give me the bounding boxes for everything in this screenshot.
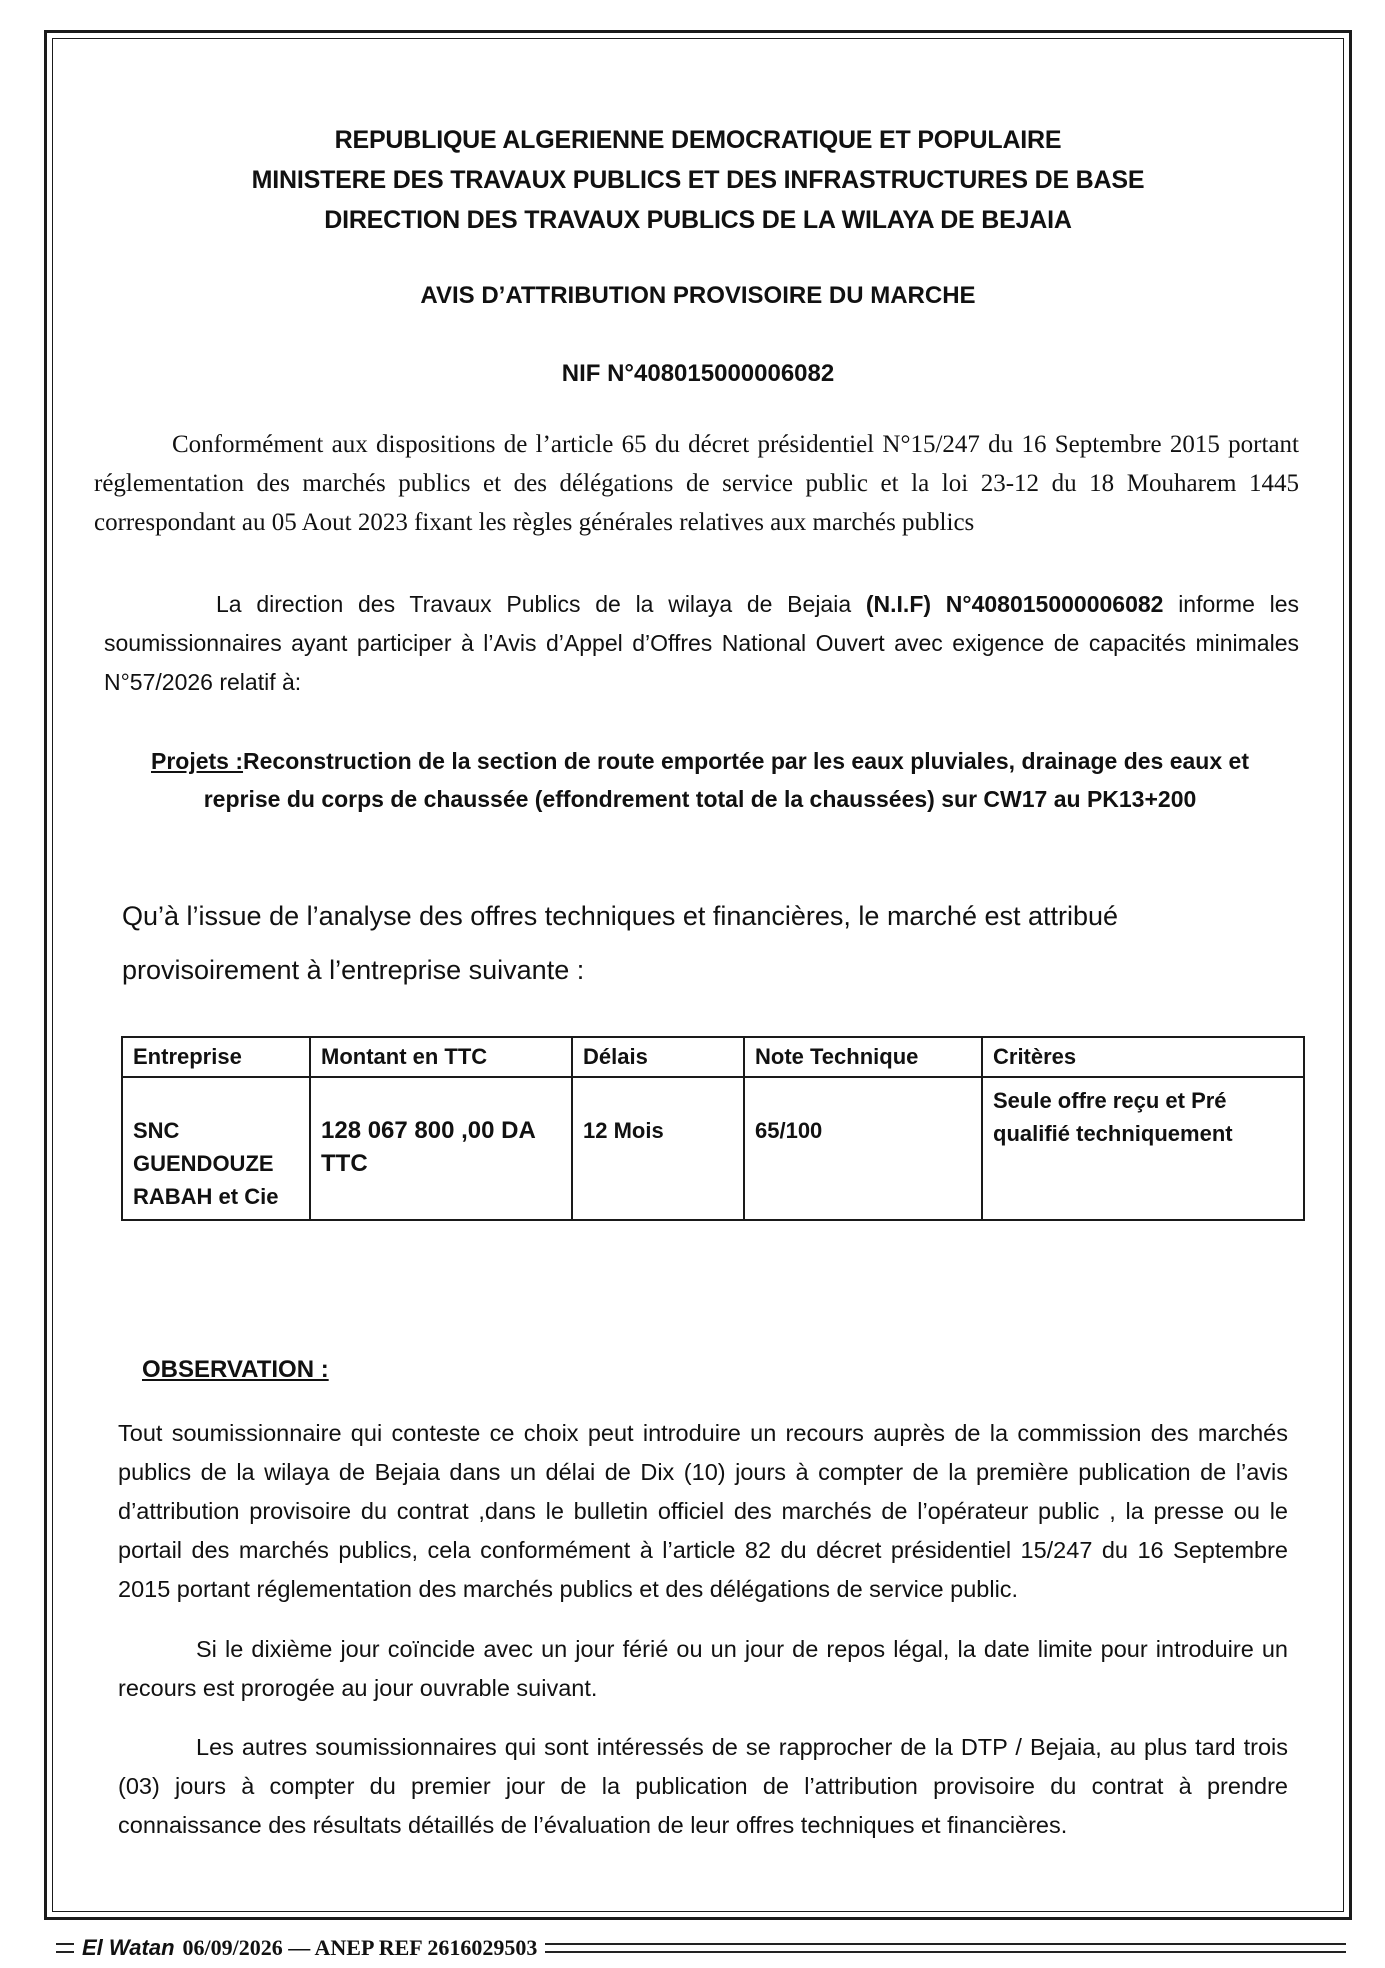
cell-entreprise: SNC GUENDOUZE RABAH et Cie <box>122 1077 310 1220</box>
legal-basis-paragraph: Conformément aux dispositions de l’article 65 du décret présidentiel N°15/247 du 16 Septembre 2015 portant réglementation des marchés publics et des délégations de service public et la loi 23-12 du 18 Mouharem 1445 correspondant au 05 Aout 2023 fixant les règles générales relatives aux marchés publics <box>94 431 1299 536</box>
cell-note: 65/100 <box>744 1077 982 1220</box>
observation-title: OBSERVATION : <box>142 1356 329 1383</box>
direction-text-start: La direction des Travaux Publics de la wilaya de Bejaia <box>216 591 866 617</box>
award-intro: Qu’à l’issue de l’analyse des offres techniques et financières, le marché est attribué provisoirement à l’entreprise suivante : <box>122 901 1119 985</box>
header-republic: REPUBLIQUE ALGERIENNE DEMOCRATIQUE ET POPULAIRE <box>334 126 1062 154</box>
footer-rule-right <box>545 1943 1346 1953</box>
header-criteres: Critères <box>982 1037 1304 1077</box>
direction-nif: (N.I.F) N°408015000006082 <box>865 591 1164 617</box>
award-table <box>121 1036 1305 1221</box>
observation-paragraph-3: Les autres soumissionnaires qui sont intéressés de se rapprocher de la DTP / Bejaia, au plus tard trois (03) jours à compter du premier jour de la publication de l’attribution provisoire du contrat à prendre connaissance des résultats détaillés de l’évaluation de leur offres techniques et financières. <box>118 1734 1288 1838</box>
header-delais: Délais <box>572 1037 744 1077</box>
footer-reference: 06/09/2026 — ANEP REF 2616029503 <box>182 1935 538 1960</box>
project-text: Reconstruction de la section de route emportée par les eaux pluviales, drainage des eaux et reprise du corps de chaussée (effondrement total de la chaussées) sur CW17 au PK13+200 <box>203 748 1249 812</box>
header-note-technique: Note Technique <box>744 1037 982 1077</box>
observation-paragraph-1: Tout soumissionnaire qui conteste ce choix peut introduire un recours auprès de la commission des marchés publics de la wilaya de Bejaia dans un délai de Dix (10) jours à compter de la première publication de l’avis d’attribution provisoire du contrat ,dans le bulletin officiel des marchés de l’opérateur public , la presse ou le portail des marchés publics, cela conformément à l’article 82 du décret présidentiel 15/247 du 16 Septembre 2015 portant réglementation des marchés publics et des délégations de service public. <box>118 1420 1288 1602</box>
table-header-row <box>122 1037 1304 1077</box>
footer-rule-left <box>56 1943 74 1953</box>
direction-paragraph <box>104 585 1299 702</box>
header-direction: DIRECTION DES TRAVAUX PUBLICS DE LA WILAYA DE BEJAIA <box>324 206 1072 234</box>
project-label: Projets : <box>151 748 244 774</box>
header-entreprise: Entreprise <box>122 1037 310 1077</box>
direction-text-end: informe les soumissionnaires ayant participer à l’Avis d’Appel d’Offres National Ouvert avec exigence de capacités minimales N°57/2026 relatif à: <box>104 591 1300 695</box>
publication-footer <box>56 1935 1346 1961</box>
header-ministry: MINISTERE DES TRAVAUX PUBLICS ET DES INFRASTRUCTURES DE BASE <box>251 166 1145 194</box>
document-header <box>52 120 1344 240</box>
notice-title: AVIS D’ATTRIBUTION PROVISOIRE DU MARCHE <box>420 282 976 309</box>
header-montant: Montant en TTC <box>310 1037 572 1077</box>
footer-publication: El Watan <box>82 1935 175 1960</box>
cell-criteres: Seule offre reçu et Pré qualifié techniquement <box>982 1077 1304 1220</box>
cell-montant: 128 067 800 ,00 DA TTC <box>310 1077 572 1220</box>
nif-number: NIF N°408015000006082 <box>561 360 835 387</box>
table-row <box>122 1077 1304 1220</box>
observation-paragraph-2: Si le dixième jour coïncide avec un jour férié ou un jour de repos légal, la date limite pour introduire un recours est prorogée au jour ouvrable suivant. <box>118 1636 1288 1701</box>
project-description <box>150 742 1250 818</box>
cell-delais: 12 Mois <box>572 1077 744 1220</box>
